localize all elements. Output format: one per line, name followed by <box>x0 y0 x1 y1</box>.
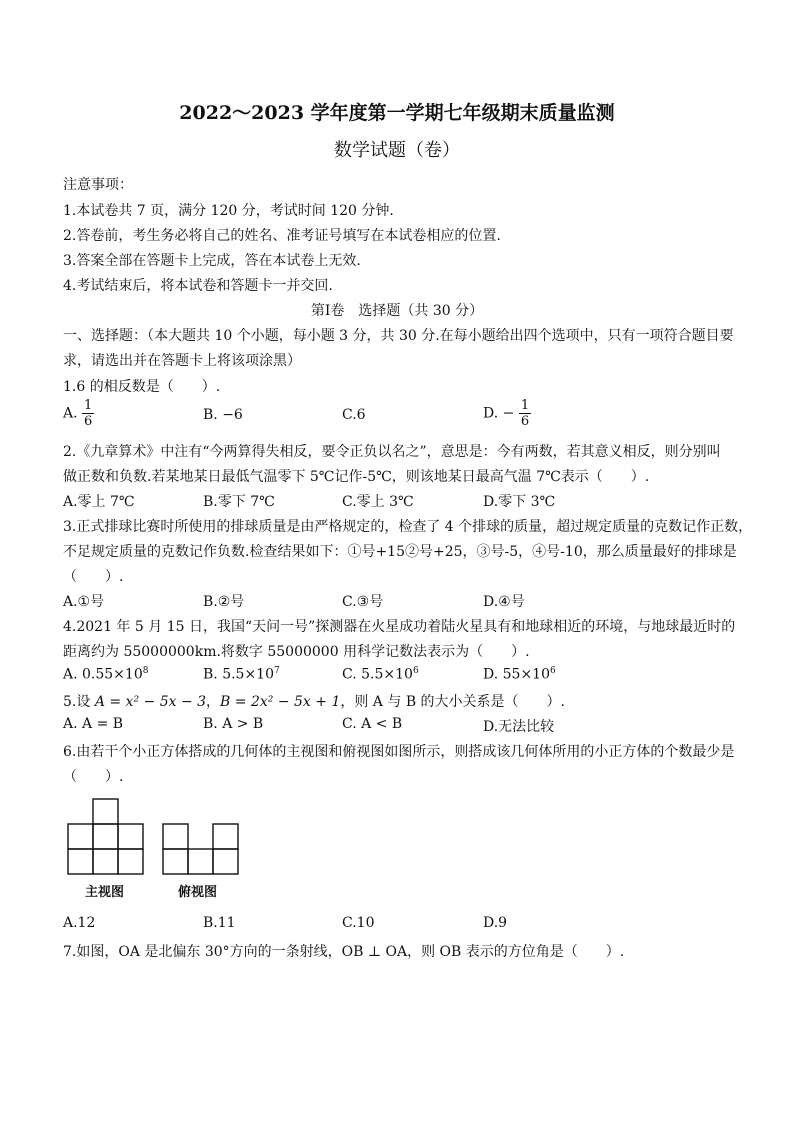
q1-option-d-prefix: D. − <box>483 405 515 422</box>
front-view-label: 主视图 <box>85 885 125 900</box>
q5-stem-prefix: 5.设 <box>63 694 95 710</box>
q5-option-c: C. A < B <box>342 716 403 732</box>
q3-option-d: D.④号 <box>483 594 525 610</box>
section-intro-line1: 一、选择题：（本大题共 10 个小题，每小题 3 分，共 30 分.在每小题给出四个选项中，只有一项符合题目要 <box>63 328 734 344</box>
q2-option-d: D.零下 3℃ <box>483 494 556 510</box>
notice-item: 2.答卷前，考生务必将自己的姓名、准考证号填写在本试卷相应的位置. <box>63 228 501 244</box>
q6-option-d: D.9 <box>483 915 508 931</box>
q3-option-b: B.②号 <box>203 594 245 610</box>
q5-stem <box>63 691 565 711</box>
q2-option-c: C.零上 3℃ <box>342 494 414 510</box>
q6-line1: 6.由若干个小正方体搭成的几何体的主视图和俯视图如图所示，则搭成该几何体所用的小正方体的个数最少是 <box>63 744 735 760</box>
top-view-cell <box>163 824 188 849</box>
q3-option-a: A.①号 <box>63 594 105 610</box>
q4-option-a <box>63 666 148 683</box>
fraction <box>82 398 94 429</box>
q4-option-d-exponent: 6 <box>550 666 556 676</box>
front-view-cell <box>93 799 118 824</box>
section-intro-line2: 求，请选出并在答题卡上将该项涂黑） <box>63 353 301 369</box>
notice-item: 3.答案全部在答题卡上完成，答在本试卷上无效. <box>63 253 361 269</box>
q4-option-a-base: A. 0.55×10 <box>63 666 143 683</box>
q3-option-c: C.③号 <box>342 594 384 610</box>
front-view-grid <box>68 799 143 874</box>
fraction-denominator: 6 <box>520 414 530 429</box>
exam-title: 2022～2023 学年度第一学期七年级期末质量监测 <box>179 102 615 124</box>
q6-option-b: B.11 <box>203 915 236 931</box>
q5-option-a: A. A = B <box>63 716 124 732</box>
front-view-cell <box>68 824 93 849</box>
q2-line2: 做正数和负数.若某地某日最低气温零下 5℃记作-5℃，则该地某日最高气温 7℃表示（ ）. <box>63 469 650 485</box>
q6-option-a: A.12 <box>63 915 96 931</box>
top-view-cell <box>213 824 238 849</box>
notice-heading: 注意事项： <box>63 177 133 193</box>
fraction-numerator: 1 <box>84 398 93 413</box>
top-view-cell <box>188 849 213 874</box>
q4-option-c-exponent: 6 <box>412 666 419 676</box>
exam-subtitle: 数学试题（卷） <box>334 140 460 161</box>
q4-option-b-exponent: 7 <box>274 666 280 676</box>
section-title: 第Ⅰ卷 选择题（共 30 分） <box>310 303 484 319</box>
fraction <box>519 398 531 429</box>
q1-option-b: B. −6 <box>203 407 243 423</box>
q4-option-c <box>342 666 419 683</box>
q4-line2: 距离约为 55000000km.将数字 55000000 用科学记数法表示为（ ）. <box>63 644 530 660</box>
notice-item: 4.考试结束后，将本试卷和答题卡一并交回. <box>63 278 333 294</box>
q1-option-a-prefix: A. <box>63 405 78 422</box>
q6-views-figure <box>60 795 250 875</box>
q4-option-b-base: B. 5.5×10 <box>203 666 274 683</box>
q3-line1: 3.正式排球比赛时所使用的排球质量是由严格规定的，检查了 4 个排球的质量，超过规定质量的克数记作正数， <box>63 519 753 535</box>
q4-option-d <box>483 666 556 683</box>
fraction-denominator: 6 <box>84 414 93 429</box>
notice-item: 1.本试卷共 7 页，满分 120 分，考试时间 120 分钟. <box>63 203 394 219</box>
q3-line3: （ ）. <box>63 569 124 585</box>
front-view-cell <box>118 849 143 874</box>
top-view-label: 俯视图 <box>178 885 218 900</box>
front-view-cell <box>68 849 93 874</box>
fraction-numerator: 1 <box>520 398 530 413</box>
front-view-cell <box>118 824 143 849</box>
q5-expression-b: B = 2x² − 5x + 1 <box>220 694 341 710</box>
q4-option-a-exponent: 8 <box>142 666 149 676</box>
top-view-cell <box>163 849 188 874</box>
q5-stem-separator: ， <box>206 694 221 710</box>
q6-line2: （ ）. <box>63 769 124 785</box>
q4-option-d-base: D. 55×10 <box>483 666 550 683</box>
q2-option-a: A.零上 7℃ <box>63 494 135 510</box>
q6-option-c: C.10 <box>342 915 375 931</box>
q5-expression-a: A = x² − 5x − 3 <box>94 694 207 710</box>
q4-line1: 4.2021 年 5 月 15 日，我国“天问一号”探测器在火星成功着陆火星具有和地球相近的环境，与地球最近时的 <box>63 619 736 635</box>
q5-option-b: B. A > B <box>203 716 264 732</box>
q4-option-c-base: C. 5.5×10 <box>342 666 413 683</box>
q2-option-b: B.零下 7℃ <box>203 494 275 510</box>
top-view-cell <box>213 849 238 874</box>
q5-stem-suffix: ，则 A 与 B 的大小关系是（ ）. <box>340 694 566 710</box>
q1-option-c: C.6 <box>342 407 366 423</box>
q2-line1: 2.《九章算术》中注有“今两算得失相反，要令正负以名之”，意思是：今有两数，若其意义相反，则分别叫 <box>63 444 721 460</box>
q7-stem: 7.如图，OA 是北偏东 30°方向的一条射线，OB ⊥ OA，则 OB 表示的方位角是（ ）. <box>63 944 625 960</box>
q1-option-a <box>63 398 94 429</box>
q1-stem: 1.6 的相反数是（ ）. <box>63 379 221 395</box>
q5-option-d: D.无法比较 <box>483 719 555 735</box>
front-view-cell <box>93 849 118 874</box>
front-view-cell <box>93 824 118 849</box>
top-view-grid <box>163 824 238 874</box>
q4-option-b <box>203 666 280 683</box>
q1-option-d <box>483 398 531 429</box>
q3-line2: 不足规定质量的克数记作负数.检查结果如下：①号+15②号+25，③号-5，④号-10，那么质量最好的排球是 <box>63 544 737 560</box>
